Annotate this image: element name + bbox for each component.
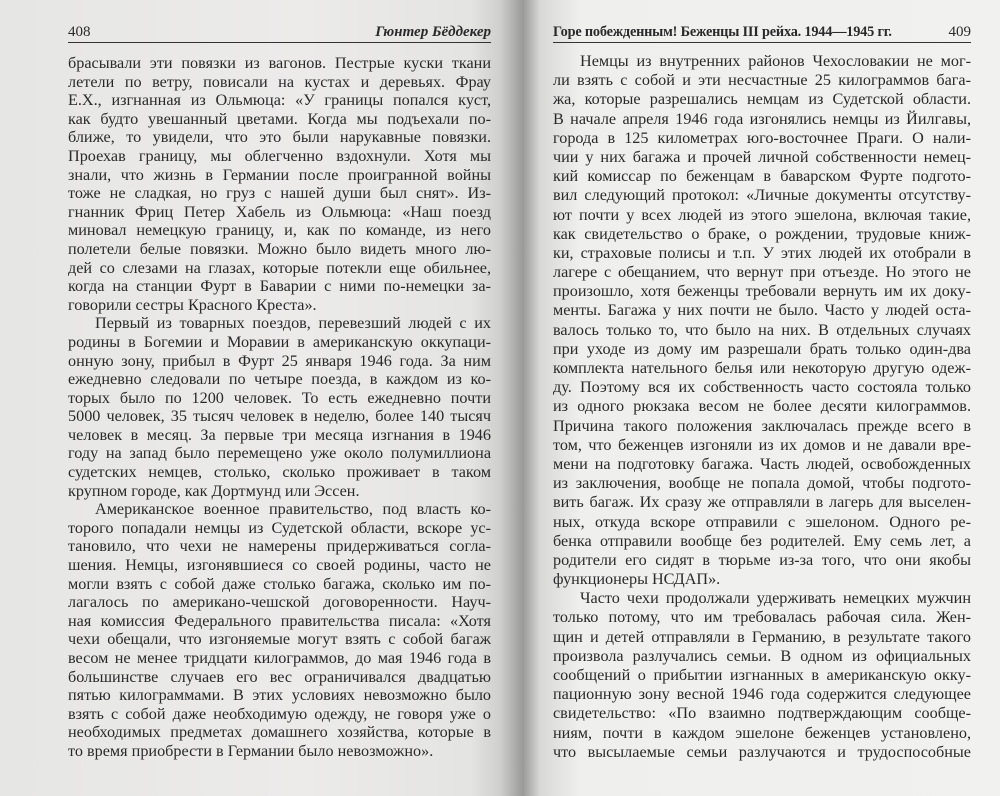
text-line: при уходе из дому им разрешали брать только один-два — [553, 339, 971, 358]
text-line: 5000 человек, 35 тысяч человек в неделю, более 140 тысяч — [68, 407, 491, 426]
text-line: пятью килограммами. В этих условиях невозможно было — [68, 686, 491, 705]
text-line: ки, страховые полисы и т.п. У этих людей их отобрали в — [553, 243, 971, 262]
text-line: города в 125 километрах юго-восточнее Праги. О нали- — [553, 128, 971, 147]
right-page — [553, 0, 971, 796]
text-line: то время приобрести в Германии было невозможно». — [68, 741, 434, 760]
text-line: ниям, почти в каждом эшелоне беженцев установлено, — [553, 723, 971, 742]
text-line: могли взять с собой даже столько багажа, сколько им по- — [68, 574, 491, 593]
text-line: только потому, что им требовалась рабочая сила. Жен- — [553, 608, 971, 627]
left-page — [68, 0, 491, 796]
running-head-title: Горе побежденным! Беженцы III рейха. 1944—1945 гг. — [553, 24, 892, 40]
right-page-body — [553, 52, 971, 762]
text-line: чехи обещали, что изгоняемые могут взять с собой багаж — [68, 630, 491, 649]
text-line: Немцы из внутренних районов Чехословакии не мог- — [580, 52, 971, 70]
text-line: пационную зону весной 1946 года содержится следующее — [553, 685, 971, 704]
text-line: необходимых предметах домашнего хозяйства, которые в — [68, 723, 491, 742]
text-line: бенка отправили вообще без родителей. Ему семь лет, а — [553, 531, 971, 550]
left-page-header — [68, 22, 491, 43]
text-line: брасывали эти повязки из вагонов. Пестрые куски ткани — [68, 54, 491, 72]
text-line: кий комиссар по беженцам в баварском Фурте подгото- — [553, 167, 971, 186]
text-line: родители его сидят в тюрьме из-за того, что они якобы — [553, 550, 971, 569]
text-line: тановило, что чехи не намерены придерживаться согла- — [68, 537, 491, 556]
text-line: полетели белые повязки. Можно было видеть много лю- — [68, 239, 491, 258]
text-line: жа, которые разрешались немцам из Судетской области. — [553, 90, 971, 109]
text-line: ежедневно следовали по четыре поезда, в каждом из ко- — [68, 370, 491, 389]
right-page-header — [553, 22, 971, 43]
text-line: ли взять с собой и эти несчастные 25 килограммов бага- — [553, 71, 971, 90]
text-line: взять с собой даже необходимую одежду, не говоря уже о — [68, 704, 491, 723]
running-head-author: Гюнтер Бёддекер — [375, 24, 491, 40]
text-line: вить багаж. Их сразу же отправляли в лагерь для выселен- — [553, 493, 971, 512]
text-line: говорили сестры Красного Креста». — [68, 295, 317, 314]
text-line: как свидетельство о браке, о рождении, трудовые книж- — [553, 224, 971, 243]
text-line: функционеры НСДАП». — [553, 570, 721, 589]
text-line: Часто чехи продолжали удерживать немецких мужчин — [580, 589, 971, 608]
text-line: Причина такого положения заключалась прежде всего в — [553, 416, 971, 435]
text-line: произошло, хотя беженцы требовали вернуть им их доку- — [553, 282, 971, 301]
text-line: ду. Поэтому вся их собственность часто состояла только — [553, 378, 971, 397]
text-line: ных, откуда вскоре отправили с эшелоном. Одного ре- — [553, 512, 971, 531]
text-line: году на запад было перемещено уже около полумиллиона — [68, 444, 491, 463]
text-line: Проехав границу, мы облегченно вздохнули. Хотя мы — [68, 146, 491, 165]
text-line: когда на станции Фурт в Баварии с ними по-немецки за- — [68, 277, 491, 296]
text-line: мени на подготовку багажа. Часть людей, освобожденных — [553, 454, 971, 473]
text-line: что высылаемые семьи разлучаются и трудоспособные — [553, 742, 971, 761]
text-line: Первый из товарных поездов, перевезший людей с их — [95, 314, 491, 333]
page-number: 409 — [948, 24, 971, 40]
left-page-body — [68, 54, 491, 761]
text-line: ют почти у всех людей из этого эшелона, включая такие, — [553, 205, 971, 224]
text-line: ная комиссия Федерального правительства писала: «Хотя — [68, 611, 491, 630]
text-line: гнанник Фриц Петер Хабель из Ольмюца: «Наш поезд — [68, 202, 491, 221]
text-line: родины в Богемии и Моравии в американскую оккупаци- — [68, 332, 491, 351]
text-line: онную зону, прибыл в Фурт 25 января 1946 года. За ним — [68, 351, 491, 370]
text-line: ближе, то увидели, что это были нарукавные повязки. — [68, 128, 491, 147]
text-line: свидетельство: «По взаимно подтверждающим сообще- — [553, 704, 971, 723]
text-line: из одного рюкзака весом не более десяти килограммов. — [553, 397, 971, 416]
text-line: вил следующий протокол: «Личные документы отсутству- — [553, 186, 971, 205]
text-line: человек в месяц. За первые три месяца изгнания в 1946 — [68, 425, 491, 444]
text-line: торых было по 1200 человек. То есть ежедневно почти — [68, 388, 491, 407]
text-line: лагере с обещанием, что вернут при отъезде. Но этого не — [553, 263, 971, 282]
text-line: миновал немецкую границу, и, как по команде, из него — [68, 221, 491, 240]
text-line: торого попадали немцы из Судетской области, вскоре ус- — [68, 518, 491, 537]
text-line: крупном городе, как Дортмунд или Эссен. — [68, 481, 360, 500]
text-line: весом не менее тридцати килограммов, до мая 1946 года в — [68, 649, 491, 667]
text-line: валось только то, что было на них. В отдельных случаях — [553, 320, 971, 339]
text-line: лагалось по американо-чешской договоренности. Науч- — [68, 593, 491, 612]
text-line: как будто увешанный цветами. Когда мы подъехали по- — [68, 109, 491, 128]
page-number: 408 — [68, 24, 91, 40]
text-line: судетских немцев, столько, сколько проживает в таком — [68, 463, 491, 482]
text-line: из заключения, вообще не попала домой, чтобы подгото- — [553, 474, 971, 493]
text-line: Американское военное правительство, под власть ко- — [95, 500, 491, 519]
text-line: том, что беженцев изгоняли из их домов и не давали вре- — [553, 435, 971, 454]
text-line: сообщений о прибытии изгнанных в американскую окку- — [553, 666, 971, 684]
text-line: знали, что жизнь в Германии после проигранной войны — [68, 165, 491, 184]
text-line: комплекта нательного белья или некоторую другую одеж- — [553, 359, 971, 377]
text-line: летели по ветру, повисали на кустах и деревьях. Фрау — [68, 72, 491, 91]
text-line: тоже не сладкая, но груз с нашей души был снят». Из- — [68, 184, 491, 203]
text-line: В начале апреля 1946 года изгонялись немцы из Йилгавы, — [553, 109, 971, 128]
text-line: менты. Багажа у них почти не было. Часто у людей оста- — [553, 301, 971, 320]
text-line: щин и детей отправляли в Германию, в результате такого — [553, 627, 971, 646]
text-line: дей со слезами на глазах, которые потекли еще обильнее, — [68, 258, 491, 277]
text-line: чии у них багажа и прочей личной собственности немец- — [553, 147, 971, 166]
text-line: шения. Немцы, изгонявшиеся со своей родины, часто не — [68, 556, 491, 575]
text-line: большинстве случаев его вес ограничивался двадцатью — [68, 667, 491, 686]
text-line: произвола разлучались семьи. В одном из официальных — [553, 646, 971, 665]
text-line: Е.Х., изгнанная из Ольмюца: «У границы попался куст, — [68, 91, 491, 110]
